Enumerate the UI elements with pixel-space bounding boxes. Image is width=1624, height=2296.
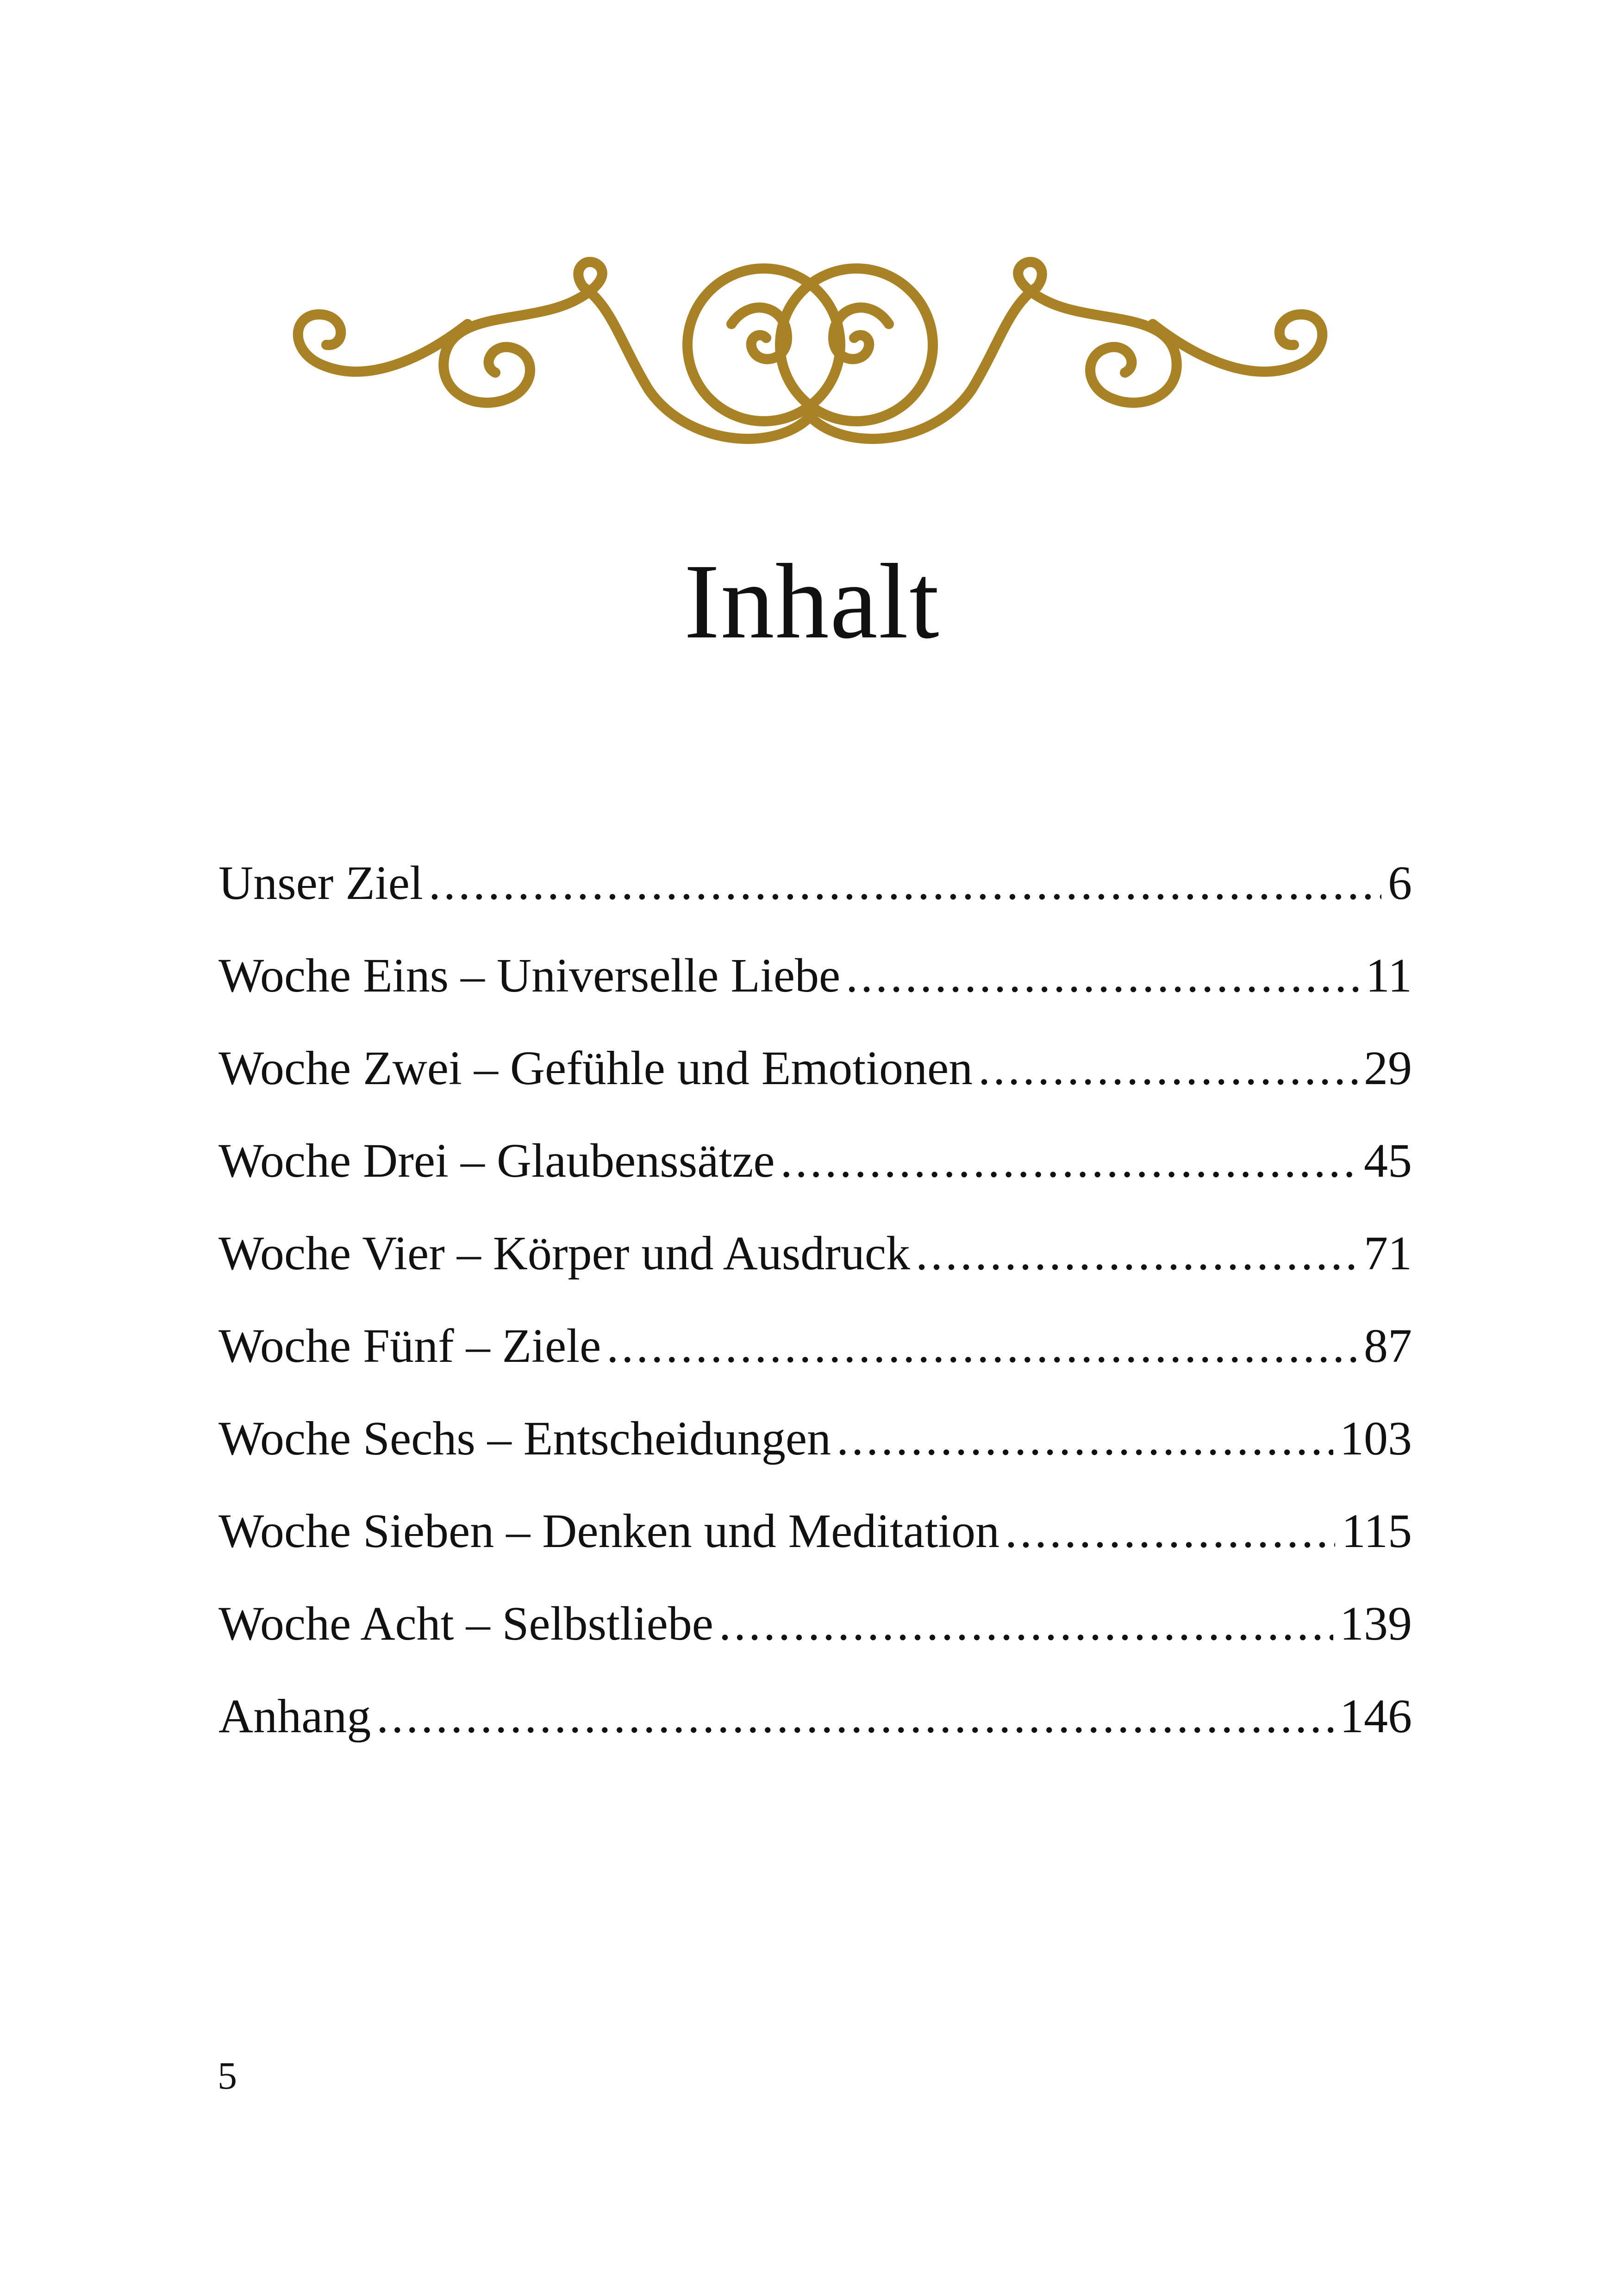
toc-entry[interactable]: [219, 1115, 1412, 1207]
toc-dot-leader: [719, 1578, 1333, 1670]
toc-dot-leader: [781, 1115, 1357, 1207]
toc-entry-page: 139: [1340, 1597, 1412, 1650]
toc-entry[interactable]: [219, 1392, 1412, 1485]
toc-entry-title: Woche Zwei – Gefühle und Emotionen: [219, 1042, 973, 1095]
toc-entry-title: Unser Ziel: [219, 856, 423, 910]
toc-entry-title: Woche Sieben – Denken und Meditation: [219, 1504, 1000, 1558]
toc-entry[interactable]: [219, 1485, 1412, 1578]
page-title: Inhalt: [684, 542, 940, 661]
toc-entry-title: Woche Sechs – Entscheidungen: [219, 1412, 831, 1465]
toc-entry-title: Woche Drei – Glaubenssätze: [219, 1134, 775, 1187]
toc-entry[interactable]: [219, 930, 1412, 1022]
toc-dot-leader: [978, 1022, 1357, 1115]
toc-entry-title: Woche Vier – Körper und Ausdruck: [219, 1227, 910, 1280]
toc-dot-leader: [837, 1392, 1333, 1485]
toc-entry-page: 45: [1364, 1134, 1412, 1187]
toc-entry-page: 29: [1364, 1042, 1412, 1095]
toc-entry[interactable]: [219, 1670, 1412, 1763]
table-of-contents: [219, 837, 1412, 1763]
toc-entry-title: Woche Fünf – Ziele: [219, 1319, 601, 1373]
toc-entry[interactable]: [219, 837, 1412, 930]
toc-entry-title: Anhang: [219, 1690, 371, 1743]
toc-dot-leader: [429, 837, 1381, 930]
gold-flourish-divider-icon: [269, 250, 1352, 454]
toc-entry-page: 6: [1388, 856, 1412, 910]
toc-entry-title: Woche Eins – Universelle Liebe: [219, 949, 841, 1002]
toc-entry-page: 71: [1364, 1227, 1412, 1280]
toc-entry-page: 103: [1340, 1412, 1412, 1465]
toc-entry-page: 11: [1365, 949, 1412, 1002]
toc-dot-leader: [1005, 1485, 1335, 1578]
toc-entry[interactable]: [219, 1022, 1412, 1115]
toc-entry[interactable]: [219, 1207, 1412, 1300]
toc-dot-leader: [916, 1207, 1357, 1300]
page-number: 5: [218, 2054, 237, 2097]
toc-entry-page: 146: [1340, 1690, 1412, 1743]
toc-entry[interactable]: [219, 1300, 1412, 1392]
toc-entry-title: Woche Acht – Selbstliebe: [219, 1597, 713, 1650]
toc-entry-page: 115: [1341, 1504, 1412, 1558]
toc-entry[interactable]: [219, 1578, 1412, 1670]
toc-dot-leader: [376, 1670, 1333, 1763]
toc-dot-leader: [846, 930, 1359, 1022]
toc-entry-page: 87: [1364, 1319, 1412, 1373]
toc-dot-leader: [606, 1300, 1357, 1392]
